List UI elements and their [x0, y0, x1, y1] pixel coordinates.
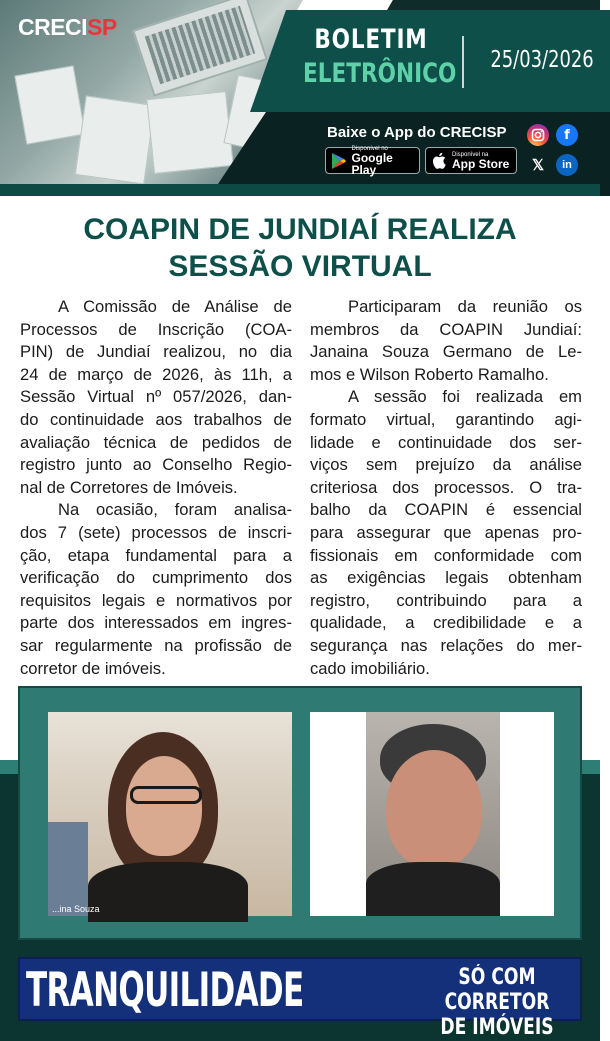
header-divider [462, 36, 464, 88]
header-accent-bar [297, 0, 393, 10]
article-right-column [310, 296, 582, 680]
text-line: dos 7 (sete) processos de inscri- [20, 522, 292, 542]
creci-logo[interactable] [18, 14, 117, 41]
article-left-column [20, 296, 292, 680]
text-line: registro, contribuindo para a [310, 590, 582, 610]
text-line: viços sem prejuízo da análise [310, 455, 582, 475]
text-line: ção, etapa fundamental para a [20, 545, 292, 565]
text-line: A sessão foi realizada em [348, 387, 582, 407]
apple-icon [430, 152, 448, 170]
text-line: 24 de março de 2026, às 11h, a [20, 364, 292, 384]
eletronico-heading: ELETRÔNICO [303, 58, 457, 89]
text-line: A Comissão de Análise de [58, 297, 292, 316]
google-play-small: Disponível no [351, 145, 388, 152]
video-feed [366, 712, 500, 916]
text-line: fissionais em conformidade com [310, 545, 582, 565]
title-line-1: COAPIN DE JUNDIAÍ REALIZA [83, 213, 517, 246]
text-line: as exigências legais obtenham [310, 568, 582, 588]
google-play-label: Google Play [351, 150, 393, 177]
text-line: Processos de Inscrição (COA- [20, 319, 292, 339]
text-line: formato virtual, garantindo agi- [310, 409, 582, 429]
participant-face [126, 756, 202, 856]
header-bottom-stripe [0, 184, 600, 196]
paragraph [310, 296, 582, 386]
newsletter-header [0, 0, 600, 196]
paragraph [20, 296, 292, 499]
text-line: corretor de imóveis. [20, 658, 166, 678]
participant-video-left [48, 712, 292, 916]
text-line: Janaina Souza Germano de Le- [310, 342, 582, 362]
text-line: lidade e continuidade dos ser- [310, 432, 582, 452]
logo-suffix: SP [87, 14, 117, 40]
glasses-icon [130, 786, 202, 804]
text-line: PIN) de Jundiaí realizou, no dia [20, 342, 292, 362]
text-line: nal de Corretores de Imóveis. [20, 477, 238, 497]
background-shelf [48, 822, 88, 916]
text-line: segurança nas relações do mer- [310, 635, 582, 655]
paragraph [20, 499, 292, 680]
app-store-label: App Store [452, 156, 510, 171]
linkedin-icon[interactable]: in [556, 154, 578, 176]
text-line: avaliação técnica de pedidos de [20, 432, 292, 452]
banner-subtext-line-1: SÓ COM CORRETOR [444, 965, 550, 1015]
facebook-icon[interactable]: f [556, 124, 578, 146]
text-line: cado imobiliário. [310, 658, 430, 678]
participant-caption: ...ina Souza [52, 904, 100, 914]
text-line: mos e Wilson Roberto Ramalho. [310, 364, 549, 384]
instagram-icon[interactable] [527, 124, 549, 146]
x-icon[interactable]: 𝕏 [527, 154, 549, 176]
text-line: balho da COAPIN é essencial [310, 500, 582, 520]
app-download-label: Baixe o App do CRECISP [327, 124, 507, 141]
banner-subtext [431, 965, 564, 1040]
participant-shirt [88, 862, 248, 922]
text-line: qualidade, a credibilidade e a [310, 613, 582, 633]
issue-date: 25/03/2026 [490, 47, 594, 73]
banner-subtext-line-2: DE IMÓVEIS [440, 1015, 554, 1040]
article-title [20, 211, 580, 285]
meeting-photo-frame [18, 686, 582, 940]
app-store-button[interactable] [425, 147, 517, 174]
text-line: criteriosa dos processos. O tra- [310, 477, 582, 497]
participant-shirt [366, 862, 500, 916]
text-line: registro junto ao Conselho Regio- [20, 455, 292, 475]
text-line: sar regularmente na profissão de [20, 635, 292, 655]
text-line: parte dos interessados em ingres- [20, 613, 292, 633]
participant-video-right [310, 712, 554, 916]
google-play-button[interactable] [325, 145, 420, 177]
tranquilidade-banner[interactable] [18, 957, 582, 1040]
title-line-2: SESSÃO VIRTUAL [168, 250, 432, 283]
app-store-small: Disponível na [452, 151, 489, 158]
text-line: membros da COAPIN Jundiaí: [310, 319, 582, 339]
banner-headline: TRANQUILIDADE [26, 963, 304, 1018]
text-line: Na ocasião, foram analisa- [58, 500, 292, 520]
text-line: do continuidade aos trabalhos de [20, 409, 292, 429]
google-play-icon [330, 152, 348, 170]
paragraph [310, 386, 582, 680]
text-line: requisitos legais e normativos por [20, 590, 292, 610]
text-line: Sessão Virtual nº 057/2026, dan- [20, 387, 292, 407]
boletim-heading: BOLETIM [314, 24, 428, 55]
text-line: verificação do cumprimento dos [20, 568, 292, 588]
text-line: Participaram da reunião os [348, 297, 582, 316]
participant-face [386, 750, 482, 868]
logo-prefix: CRECI [18, 14, 88, 40]
text-line: para assegurar que apenas pro- [310, 522, 582, 542]
